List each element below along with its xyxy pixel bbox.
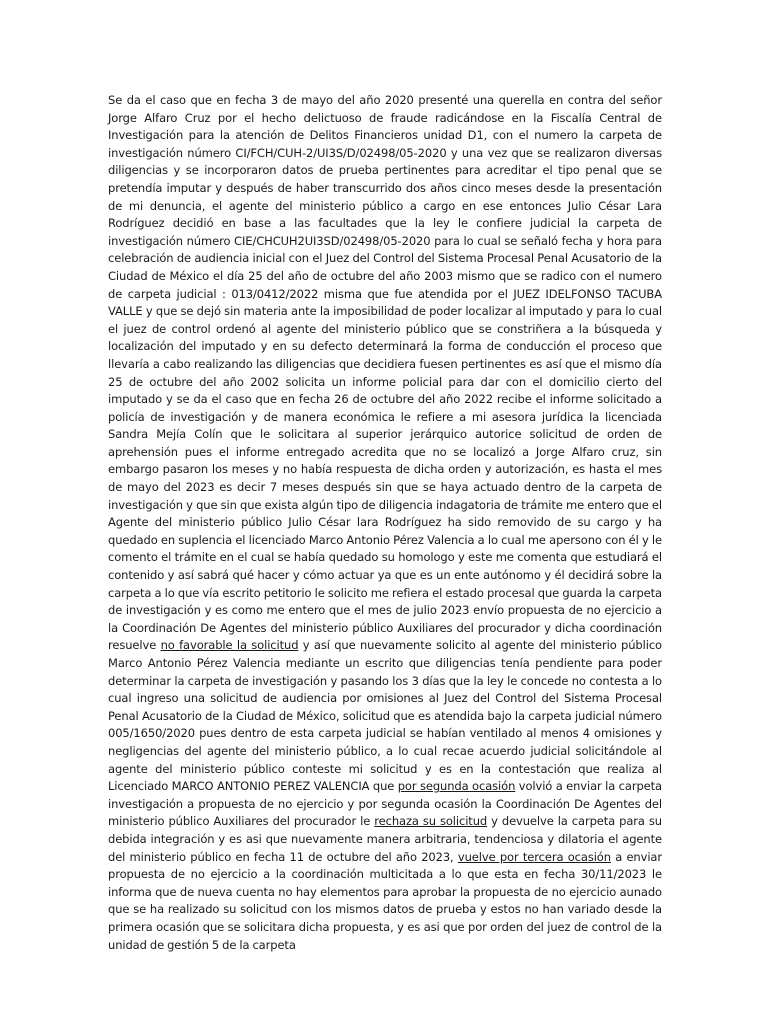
underlined-phrase-rechaza: rechaza su solicitud xyxy=(374,814,488,829)
underlined-phrase-tercera-ocasion: vuelve por tercera ocasión xyxy=(457,849,611,864)
paragraph-text-3: volvió a enviar la carpeta investigación a propuesta de no ejercicio y por segunda ocasión la Coordinación De Agentes del ministerio público Auxiliares del procurador le xyxy=(108,779,663,829)
underlined-phrase-segunda-ocasion: por segunda ocasión xyxy=(397,779,516,794)
paragraph-text-5: a enviar propuesta de no ejercicio a la coordinación multicitada a lo que esta en fecha 30/11/2023 le informa que de nueva cuenta no hay elementos para aprobar la propuesta de no ejercicio aunado que se ha realizado su solicitud con los mismos datos de prueba y estos no han variado desde la primera ocasión que se solicitara dicha propuesta, y es asi que por orden del juez de control de la unidad de gestión 5 de la carpeta xyxy=(108,849,662,952)
paragraph-text-2: y así que nuevamente solicito al agente del ministerio público Marco Antonio Pérez Valencia mediante un escrito que diligencias tenía pendiente para poder determinar la carpeta de investigación y pasando los 3 días que la ley le concede no contesta a lo cual ingreso una solicitud de audiencia por omisiones al Juez del Control del Sistema Procesal Penal Acusatorio de la Ciudad de México, solicitud que es atendida bajo la carpeta judicial número 005/1650/2020 pues dentro de esta carpeta judicial se habían ventilado al menos 4 omisiones y negligencias del agente del ministerio público, a lo cual recae acuerdo judicial solicitándole al agente del ministerio público conteste mi solicitud y es en la contestación que realiza al Licenciado MARCO ANTONIO PEREZ VALENCIA que xyxy=(108,638,662,794)
paragraph-text-1: Se da el caso que en fecha 3 de mayo del año 2020 presenté una querella en contra del señor Jorge Alfaro Cruz por el hecho delictuoso de fraude radicándose en la Fiscalía Central de Investigación para la atención de Delitos Financieros unidad D1, con el numero la carpeta de investigación número CI/FCH/CUH-2/UI3S/D/02498/05-2020 y una vez que se realizaron diversas diligencias y se incorporaron datos de prueba pertinentes para acreditar el tipo penal que se pretendía imputar y después de haber transcurrido dos años cinco meses desde la presentación de mi denuncia, el agente del ministerio público a cargo en ese entonces Julio César Lara Rodríguez decidió en base a las facultades que la ley le confiere judicial la carpeta de investigación número CIE/CHCUH2UI3SD/02498/05-2020 para lo cual se señaló fecha y hora para celebración de audiencia inicial con el Juez del Control del Sistema Procesal Penal Acusatorio de la Ciudad de México el día 25 del año de octubre del año 2003 mismo que se radico con el numero de carpeta judicial : 013/0412/2022 misma que fue atendida por el JUEZ IDELFONSO TACUBA VALLE y que se dejó sin materia ante la imposibilidad de poder localizar al imputado y para lo cual el juez de control ordenó al agente del ministerio público que se constriñera a la búsqueda y localización del imputado y en su defecto determinará la forma de conducción el proceso que llevaría a cabo realizando las diligencias que decidiera fuesen pertinentes es así que el mismo día 25 de octubre del año 2002 solicita un informe policial para dar con el domicilio cierto del imputado y se da el caso que en fecha 26 de octubre del año 2022 recibe el informe solicitado a policía de investigación y de manera económica le refiere a mi asesora jurídica la licenciada Sandra Mejía Colín que le solicitara al superior jerárquico autorice solicitud de orden de aprehensión pues el informe entregado acredita que no se localizó a Jorge Alfaro cruz, sin embargo pasaron los meses y no había respuesta de dicha orden y autorización, es hasta el mes de mayo del 2023 es decir 7 meses después sin que se haya actuado dentro de la carpeta de investigación y que sin que exista algún tipo de diligencia indagatoria de trámite me entero que el Agente del ministerio público Julio César lara Rodríguez ha sido removido de su cargo y ha quedado en suplencia el licenciado Marco Antonio Pérez Valencia a lo cual me apersono con él y le comento el trámite en el cual se había quedado su homologo y este me comenta que estudiará el contenido y así sabrá qué hacer y cómo actuar ya que es un ente autónomo y él decidirá sobre la carpeta a lo que vía escrito petitorio le solicito me refiera el estado procesal que guarda la carpeta de investigación y es como me entero que el mes de julio 2023 envío propuesta de no ejercicio a la Coordinación De Agentes del ministerio público Auxiliares del procurador y dicha coordinación resuelve xyxy=(108,93,662,653)
body-paragraph xyxy=(108,92,662,954)
underlined-phrase-no-favorable: no favorable la solicitud xyxy=(160,638,299,653)
paragraph-text-4: y devuelve la carpeta para su debida integración y es asi que nuevamente manera arbitraria, tendenciosa y dilatoria el agente del ministerio público en fecha 11 de octubre del año 2023, xyxy=(108,814,662,864)
